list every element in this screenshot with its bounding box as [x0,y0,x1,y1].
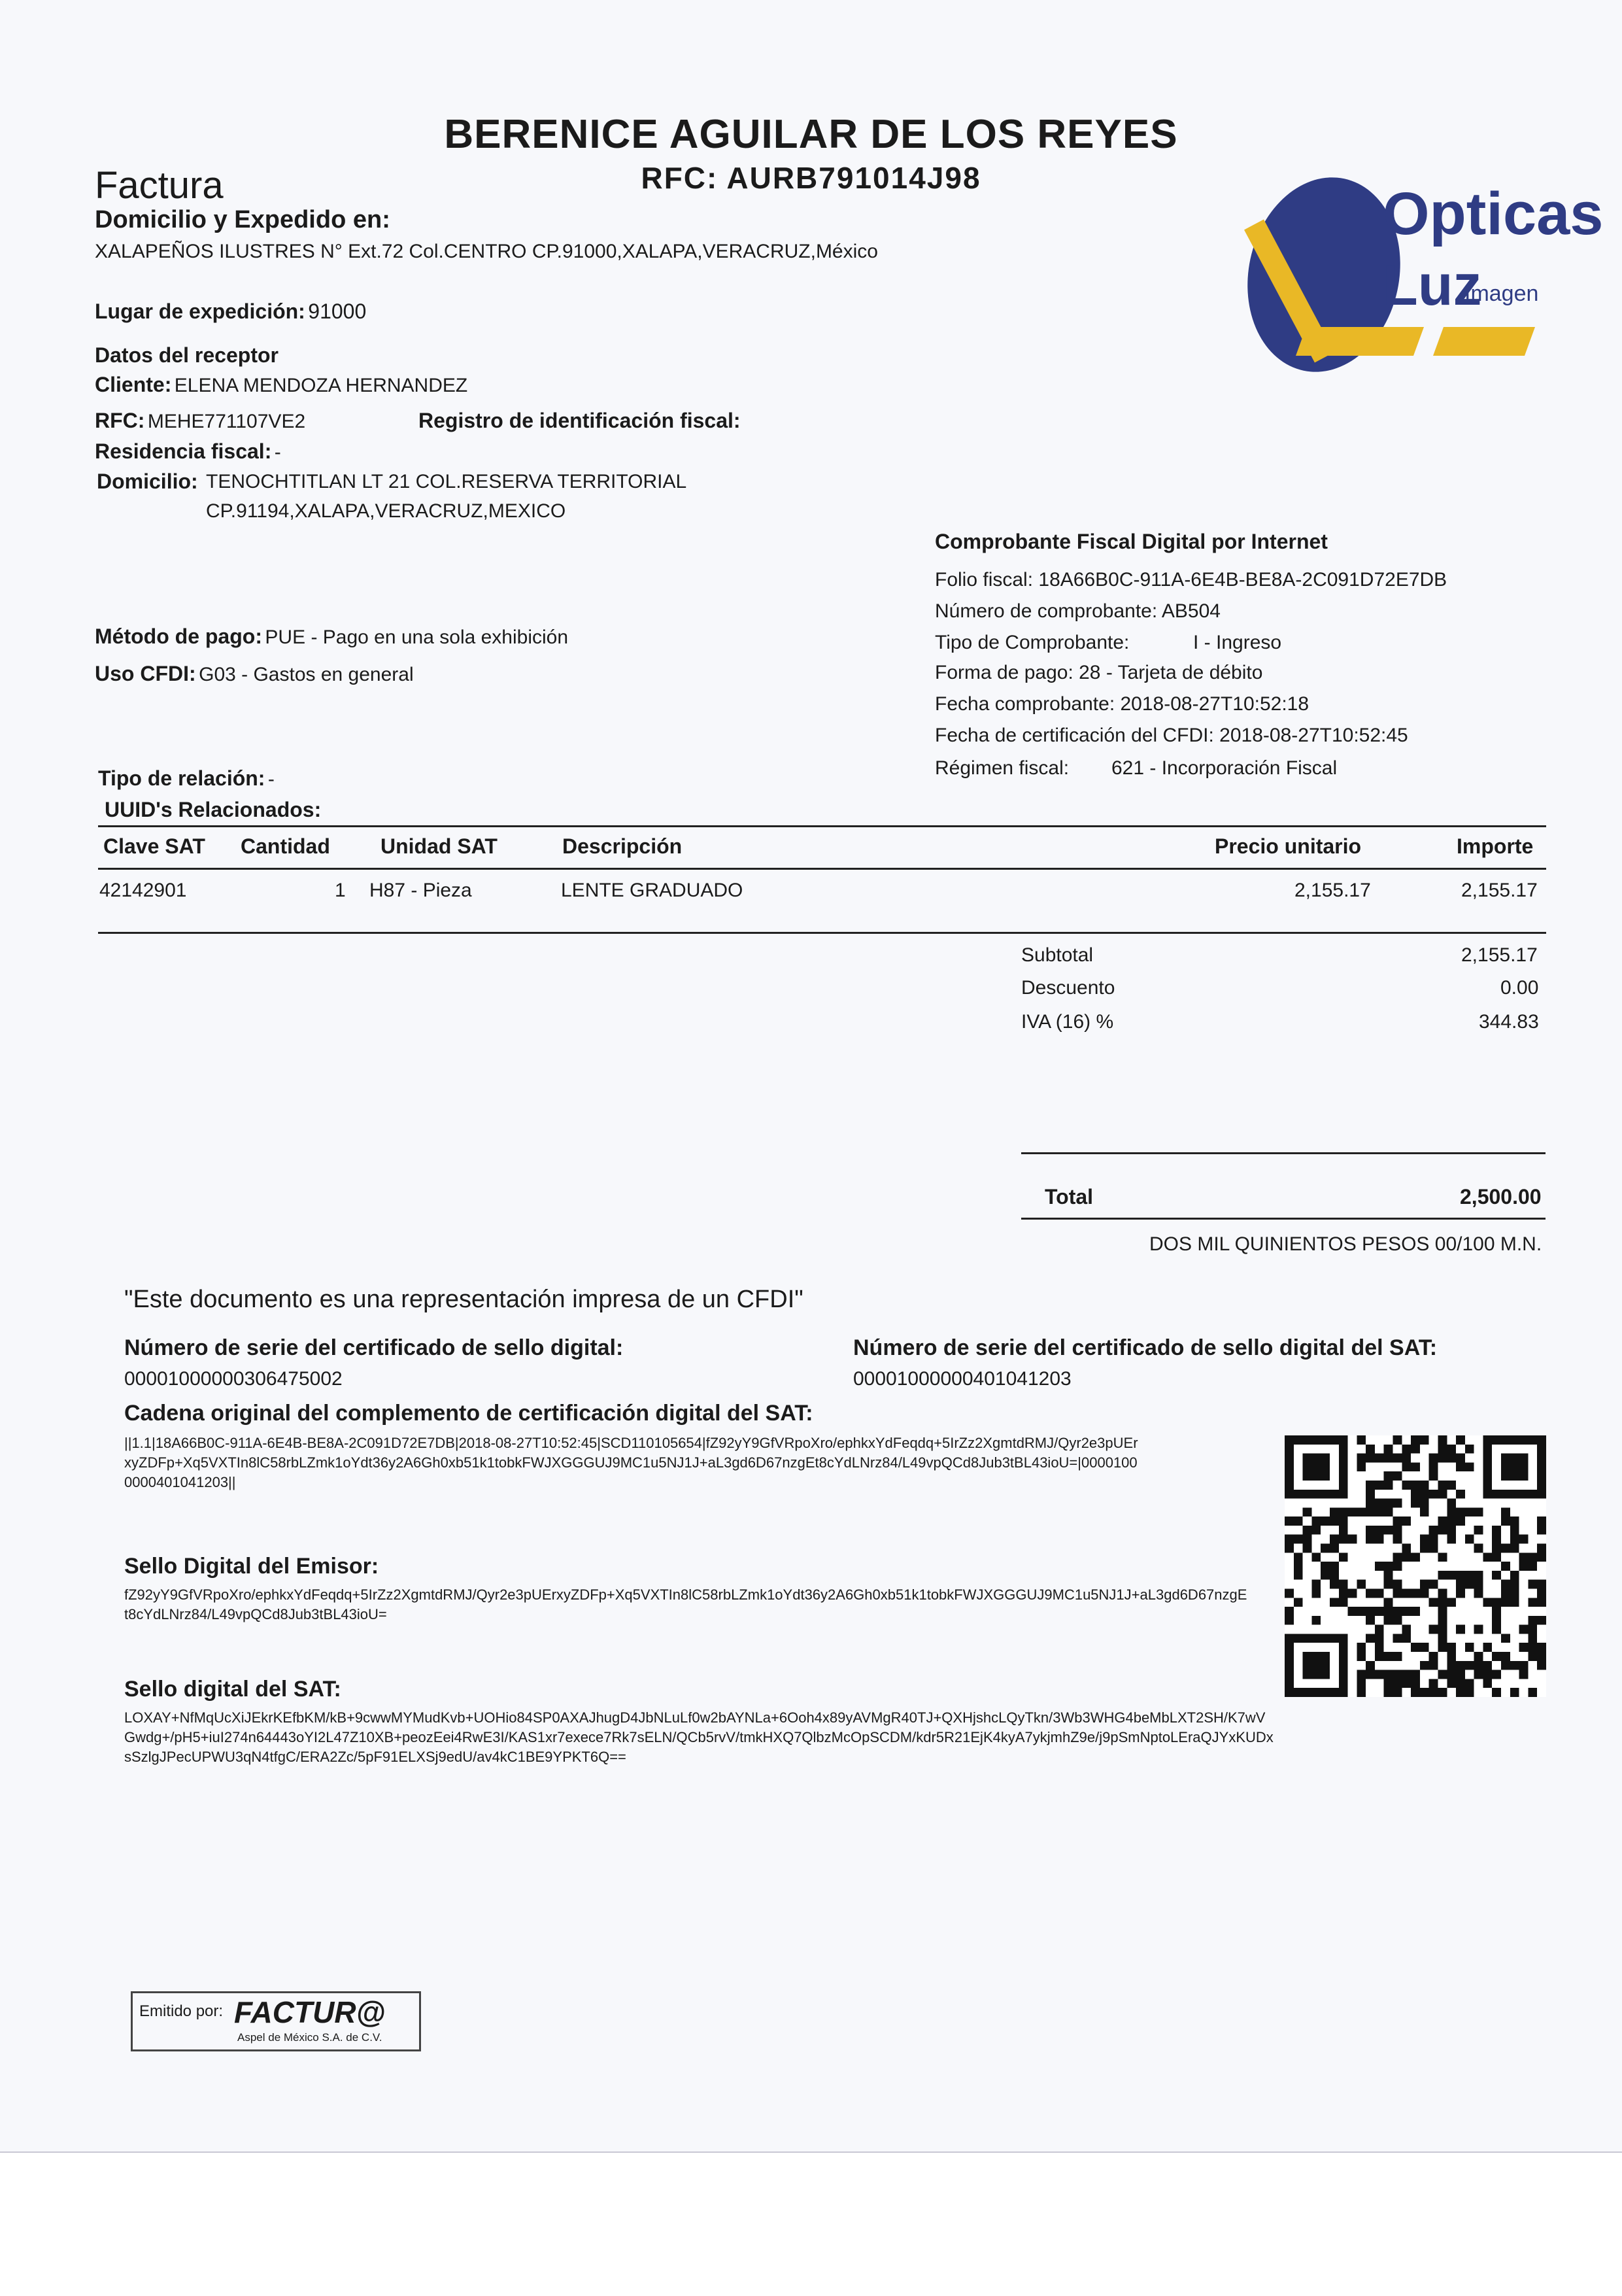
descuento-label: Descuento [1021,977,1115,999]
uso-cfdi-row [95,662,414,686]
subtotal-label: Subtotal [1021,944,1094,966]
uuid-relacionados-label: UUID's Relacionados: [105,798,322,821]
col-header-importe: Importe [1457,834,1534,858]
domicilio-receptor-line1: TENOCHTITLAN LT 21 COL.RESERVA TERRITORIAL [206,471,687,492]
metodo-pago-value: PUE - Pago en una sola exhibición [265,626,569,648]
tipo-relacion-row [98,766,275,791]
subtotal-value: 2,155.17 [1461,944,1538,966]
cert-label: Número de serie del certificado de sello digital: [124,1335,624,1360]
total-top-rule [1021,1152,1546,1154]
metodo-pago-label: Método de pago: [95,625,262,648]
tipo-relacion-label: Tipo de relación: [98,766,265,790]
domicilio-label: Domicilio y Expedido en: [95,206,390,233]
logo-line2: Luz [1383,252,1482,317]
regimen-label: Régimen fiscal: [935,757,1070,779]
residencia-label: Residencia fiscal: [95,439,272,463]
cfdi-title: Comprobante Fiscal Digital por Internet [935,530,1328,553]
tipo-comprobante-label: Tipo de Comprobante: [935,632,1130,653]
cfdi-leyenda: "Este documento es una representación impresa de un CFDI" [124,1286,803,1313]
cliente-value: ELENA MENDOZA HERNANDEZ [174,375,468,396]
sello-emisor-label: Sello Digital del Emisor: [124,1554,379,1579]
col-header-clave: Clave SAT [103,834,205,858]
cadena-label: Cadena original del complemento de certificación digital del SAT: [124,1401,813,1426]
sello-sat-label: Sello digital del SAT: [124,1677,341,1702]
total-value: 2,500.00 [1460,1185,1542,1208]
rfc-receptor-value: MEHE771107VE2 [147,411,306,432]
residencia-value: - [274,441,281,463]
sello-sat-value: LOXAY+NfMqUcXiJEkrKEfbKM/kB+9cwwMYMudKvb+UOHio84SP0AXAJhugD4JbNLuLf0w2bAYNLa+6Ooh4x89yAVMgR40TJ+QXHjshcLQyTkn/3Wb3WHG4beMbLXT2SH/K7wVGwdg+/pH5+iuI274n64443oYI2L47Z10XB+peozEei4RwE3I/KAS1xr7exece7Rk7sELN/QCb5rvV/tmkHXQ7QlbzMcOpSCDM/kdr5R21EjK4kyA7ykjmhZ9e/j9pSmNptoLEraQJYxKUDxsSzlgJPecUPWU3qN4tfgC/ERA2Zc/5pF91ELXSj9edU/av4kC1BE9YPKT6Q== [124,1709,1274,1765]
regimen-value: 621 - Incorporación Fiscal [1111,757,1338,779]
lugar-expedicion [95,300,366,324]
descuento-value: 0.00 [1500,977,1539,999]
total-en-letra: DOS MIL QUINIENTOS PESOS 00/100 M.N. [1149,1233,1542,1255]
cert-sat-value: 00001000000401041203 [853,1368,1072,1390]
registro-label: Registro de identificación fiscal: [418,409,741,432]
cert-value: 00001000000306475002 [124,1368,343,1390]
tipo-comprobante-value: I - Ingreso [1193,632,1282,653]
col-header-cantidad: Cantidad [241,834,330,858]
cliente-label: Cliente: [95,373,172,396]
stamp-prefix: Emitido por: [139,2002,224,2020]
lugar-label: Lugar de expedición: [95,300,305,323]
logo-line1: Opticas [1383,180,1604,247]
iva-value: 344.83 [1479,1011,1539,1033]
issuer-rfc: RFC: AURB791014J98 [641,161,981,195]
cadena-value: ||1.1|18A66B0C-911A-6E4B-BE8A-2C091D72E7DB|2018-08-27T10:52:45|SCD110105654|fZ92yY9GfVRpoXro/ephkxYdFeqdq+5IrZz2XgmtdRMJ/Qyr2e3pUErxyZDFp+Xq5VXTIn8lC58rbLZmk1oYdt36y2A6Gh0xb51k1tobkFWJXGGGUJ9MC1u5NJ1J+aL3gd6D67nzgEt8cYdLNrz84/L49vpQCd8Jub3tBL43ioU=|00001000000401041203|| [124,1435,1138,1490]
total-bottom-rule [1021,1218,1546,1220]
stamp-brand: FACTUR@ [234,1995,386,2029]
table-header-rule [98,868,1546,870]
logo-bar-2 [1433,327,1535,356]
numero-comprobante: Número de comprobante: AB504 [935,600,1221,622]
col-header-unidad: Unidad SAT [380,834,498,858]
cell-unidad: H87 - Pieza [369,880,472,901]
cell-cantidad: 1 [335,880,346,901]
col-header-descripcion: Descripción [562,834,683,858]
total-label: Total [1045,1185,1094,1208]
metodo-pago-row [95,625,568,649]
receptor-section-title: Datos del receptor [95,343,279,367]
table-top-rule [98,825,1546,827]
folio-fiscal: Folio fiscal: 18A66B0C-911A-6E4B-BE8A-2C091D72E7DB [935,569,1447,591]
residencia-row [95,439,281,464]
uso-cfdi-label: Uso CFDI: [95,662,196,685]
domicilio-receptor-label: Domicilio: [97,470,198,493]
rfc-receptor-row [95,409,305,433]
domicilio-receptor-line2: CP.91194,XALAPA,VERACRUZ,MEXICO [206,500,566,522]
tipo-relacion-value: - [267,768,275,790]
cell-clave: 42142901 [99,880,187,901]
cert-sat-label: Número de serie del certificado de sello digital del SAT: [853,1335,1438,1360]
cell-precio: 2,155.17 [1294,880,1371,901]
forma-pago: Forma de pago: 28 - Tarjeta de débito [935,662,1263,683]
cell-importe: 2,155.17 [1461,880,1538,901]
document-type: Factura [95,164,224,207]
cliente-row [95,373,467,397]
stamp-sub: Aspel de México S.A. de C.V. [237,2031,382,2044]
lugar-value: 91000 [308,300,367,323]
facturae-stamp [131,1991,421,2051]
rfc-receptor-label: RFC: [95,409,145,432]
uso-cfdi-value: G03 - Gastos en general [199,664,414,685]
issuer-name: BERENICE AGUILAR DE LOS REYES [444,112,1178,157]
iva-label: IVA (16) % [1021,1011,1114,1033]
scan-margin [0,2151,1622,2296]
cell-descripcion: LENTE GRADUADO [561,880,743,901]
logo-line3: Imagen [1464,281,1539,306]
col-header-precio: Precio unitario [1215,834,1362,858]
sello-emisor-value: fZ92yY9GfVRpoXro/ephkxYdFeqdq+5IrZz2XgmtdRMJ/Qyr2e3pUErxyZDFp+Xq5VXTIn8lC58rbLZmk1oYdt36y2A6Gh0xb51k1tobkFWJXGGGUJ9MC1u5NJ1J+aL3gd6D67nzgEt8cYdLNrz84/L49vpQCd8Jub3tBL43ioU= [124,1586,1247,1622]
issuer-address: XALAPEÑOS ILUSTRES N° Ext.72 Col.CENTRO CP.91000,XALAPA,VERACRUZ,México [95,241,878,262]
fecha-comprobante: Fecha comprobante: 2018-08-27T10:52:18 [935,693,1309,715]
fecha-certificacion: Fecha de certificación del CFDI: 2018-08-27T10:52:45 [935,725,1408,746]
qr-code-image [1285,1435,1546,1697]
table-bottom-rule [98,932,1546,934]
